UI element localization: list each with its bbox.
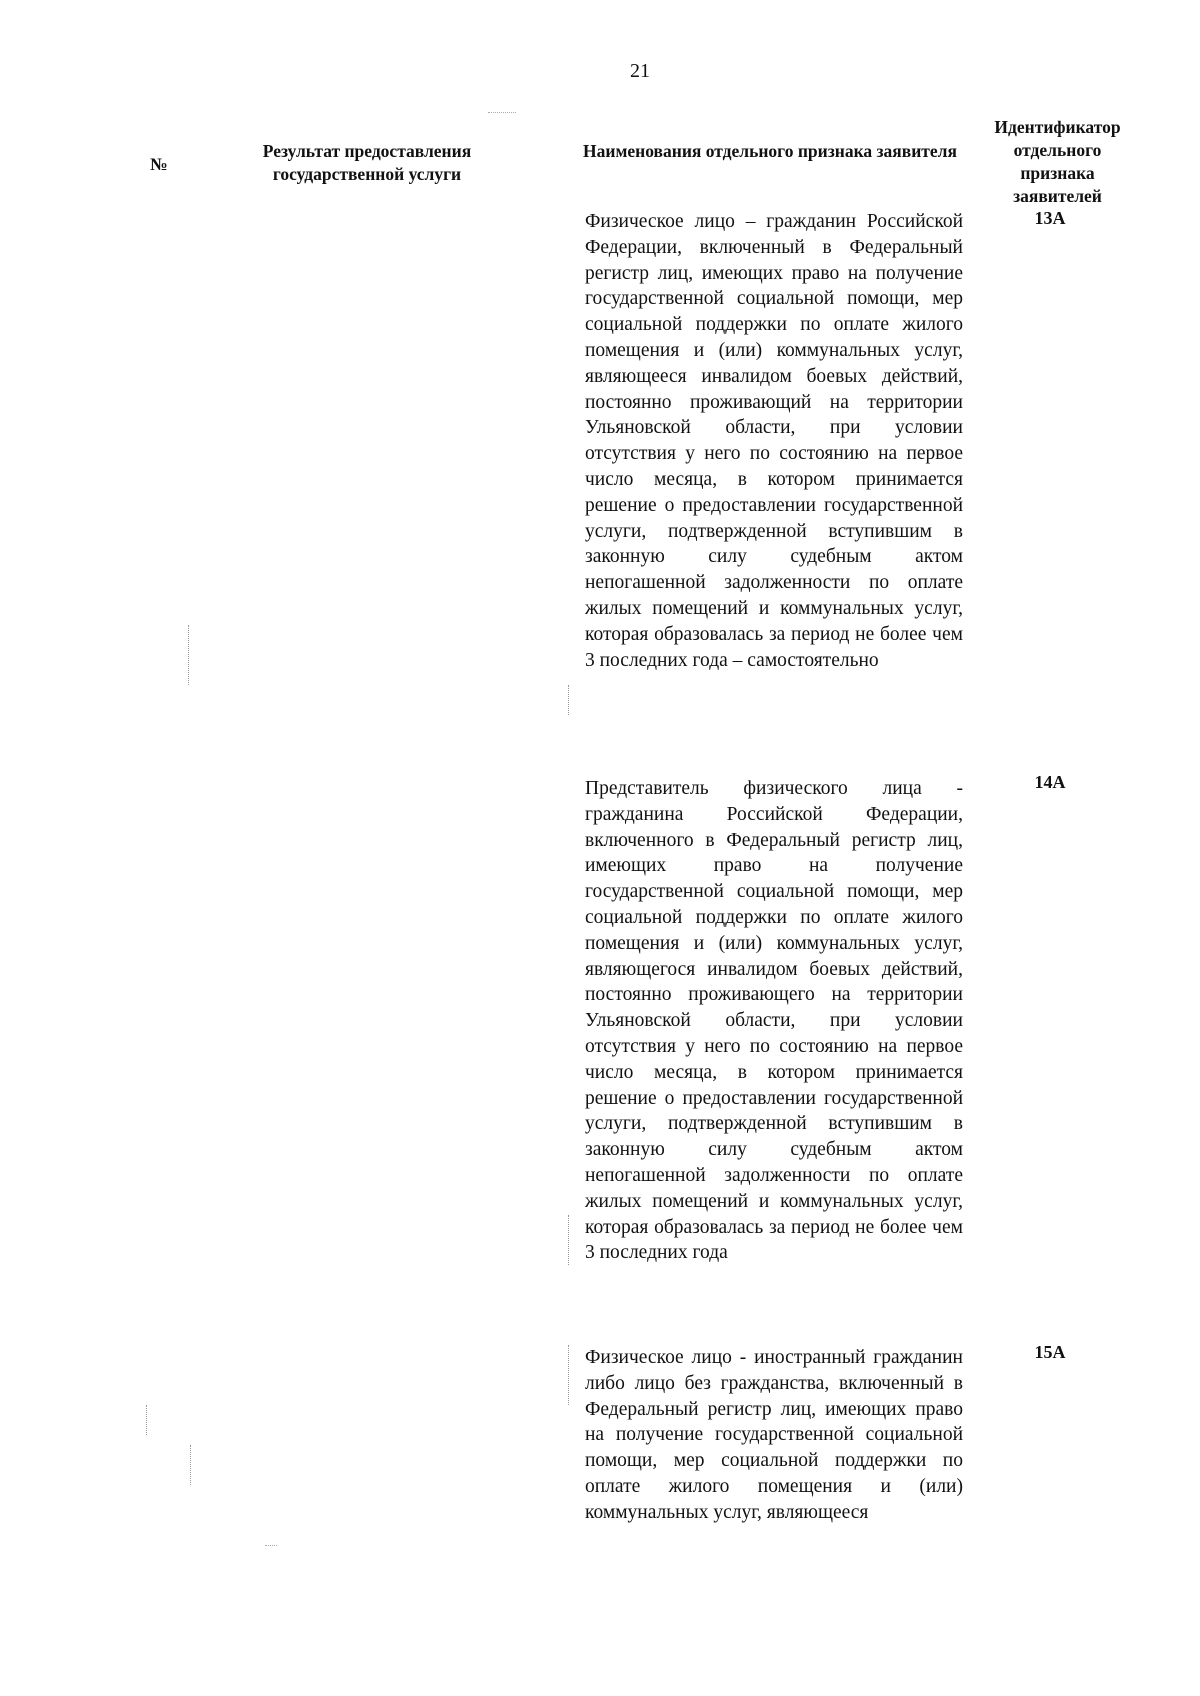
scan-artifact — [146, 1405, 147, 1435]
row-2-identifier: 14А — [1034, 772, 1066, 792]
scan-artifact — [568, 1215, 569, 1265]
scan-artifact — [188, 625, 189, 685]
row-1-description: Физическое лицо – гражданин Российской Федерации, включенный в Федеральный регистр лиц, имеющих право на получение государственной социальной помощи, мер социальной поддержки по оплате жилого помещения и (или) коммунальных услуг, являющееся инвалидом боевых действий, постоянно проживающий на территории Ульяновской области, при условии отсутствия у него по состоянию на первое число месяца, в котором принимается решение о предоставлении государственной услуги, подтвержденной вступившим в законную силу судебным актом непогашенной задолженности по оплате жилых помещений и коммунальных услуг, которая образовалась за период не более чем 3 последних года – самостоятельно — [585, 211, 963, 671]
header-number: № — [150, 154, 168, 174]
row-3-identifier: 15А — [1034, 1342, 1066, 1362]
row-1-identifier: 13А — [1034, 208, 1066, 228]
row-3-description: Физическое лицо - иностранный гражданин либо лицо без гражданства, включенный в Федеральный регистр лиц, имеющих право на получение государственной социальной помощи, мер социальной поддержки по оплате жилого помещения и (или) коммунальных услуг, являющееся — [585, 1347, 963, 1523]
scan-artifact — [568, 1345, 569, 1405]
scan-artifact — [190, 1445, 191, 1485]
header-result: Результат предоставления государственной услуги — [262, 141, 472, 184]
scan-artifact — [568, 685, 569, 715]
page-number: 21 — [630, 60, 650, 82]
scan-artifact — [488, 112, 516, 113]
scan-artifact — [265, 1545, 277, 1546]
row-2-description: Представитель физического лица - гражданина Российской Федерации, включенного в Федеральный регистр лиц, имеющих право на получение государственной социальной помощи, мер социальной поддержки по оплате жилого помещения и (или) коммунальных услуг, являющегося инвалидом боевых действий, постоянно проживающего на территории Ульяновской области, при условии отсутствия у него по состоянию на первое число месяца, в котором принимается решение о предоставлении государственной услуги, подтвержденной вступившим в законную силу судебным актом непогашенной задолженности по оплате жилых помещений и коммунальных услуг, которая образовалась за период не более чем 3 последних года — [585, 778, 963, 1264]
header-feature-identifier: Идентификатор отдельного признака заявителей — [994, 117, 1121, 206]
header-applicant-feature-name: Наименования отдельного признака заявителя — [583, 141, 957, 161]
